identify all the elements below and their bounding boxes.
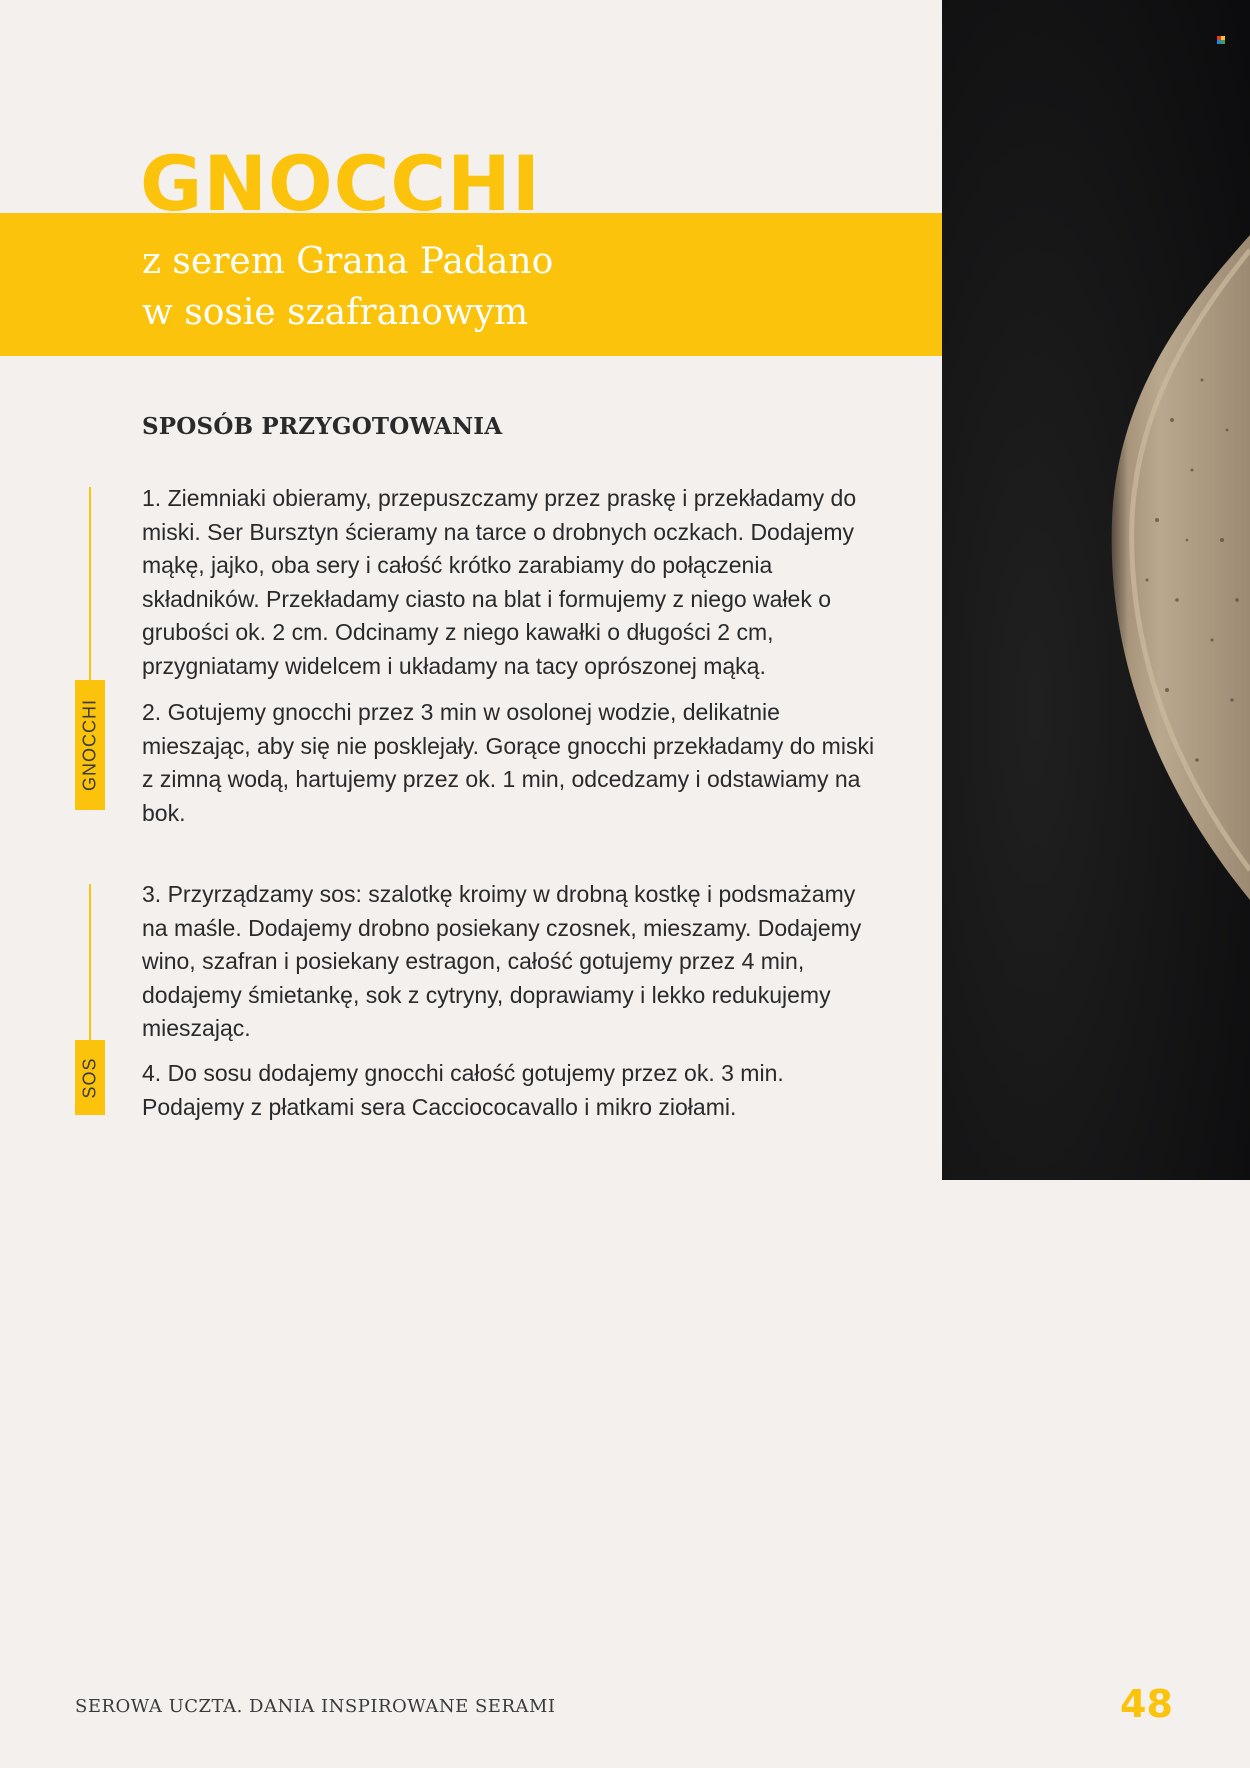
step-1: 1. Ziemniaki obieramy, przepuszczamy przez praskę i przekładamy do miski. Ser Bursztyn ścieramy na tarce o drobnych oczkach. Dodajemy mąkę, jajko, oba sery i całość krótko zarabiamy do połączenia składników. Przekładamy ciasto na blat i formujemy z niego wałek o grubości ok. 2 cm. Odcinamy z niego kawałki o długości 2 cm, przygniatamy widelcem i układamy na tacy oprószonej mąką. xyxy=(142,485,857,679)
subtitle-line-2: w sosie szafranowym xyxy=(142,292,529,333)
dish-photo xyxy=(942,0,1250,1180)
sos-side-tag xyxy=(75,1040,105,1115)
publication-name: SEROWA UCZTA. DANIA INSPIROWANE SERAMI xyxy=(75,1696,556,1717)
subtitle-line-1: z serem Grana Padano xyxy=(142,241,554,282)
page-number: 48 xyxy=(1120,1682,1173,1726)
sos-divider-line xyxy=(89,884,91,1042)
bowl-image xyxy=(942,0,1250,1180)
gnocchi-side-tag xyxy=(75,680,105,810)
recipe-subtitle xyxy=(142,236,553,338)
sos-side-tag-label: SOS xyxy=(79,1056,100,1099)
preparation-heading: SPOSÓB PRZYGOTOWANIA xyxy=(142,413,503,440)
gnocchi-side-tag-label: GNOCCHI xyxy=(79,699,100,791)
gnocchi-divider-line xyxy=(89,487,91,682)
recipe-title: GNOCCHI xyxy=(140,139,542,213)
step-4: 4. Do sosu dodajemy gnocchi całość gotujemy przez ok. 3 min. Podajemy z płatkami sera Cacciococavallo i mikro ziołami. xyxy=(142,1060,784,1120)
step-2: 2. Gotujemy gnocchi przez 3 min w osolonej wodzie, delikatnie mieszając, aby się nie posklejały. Gorące gnocchi przekładamy do miski z zimną wodą, hartujemy przez ok. 1 min, odcedzamy i odstawiamy na bok. xyxy=(142,699,875,826)
step-3: 3. Przyrządzamy sos: szalotkę kroimy w drobną kostkę i podsmażamy na maśle. Dodajemy drobno posiekany czosnek, mieszamy. Dodajemy wino, szafran i posiekany estragon, całość gotujemy przez 4 min, dodajemy śmietankę, sok z cytryny, doprawiamy i lekko redukujemy mieszając. xyxy=(142,881,862,1042)
